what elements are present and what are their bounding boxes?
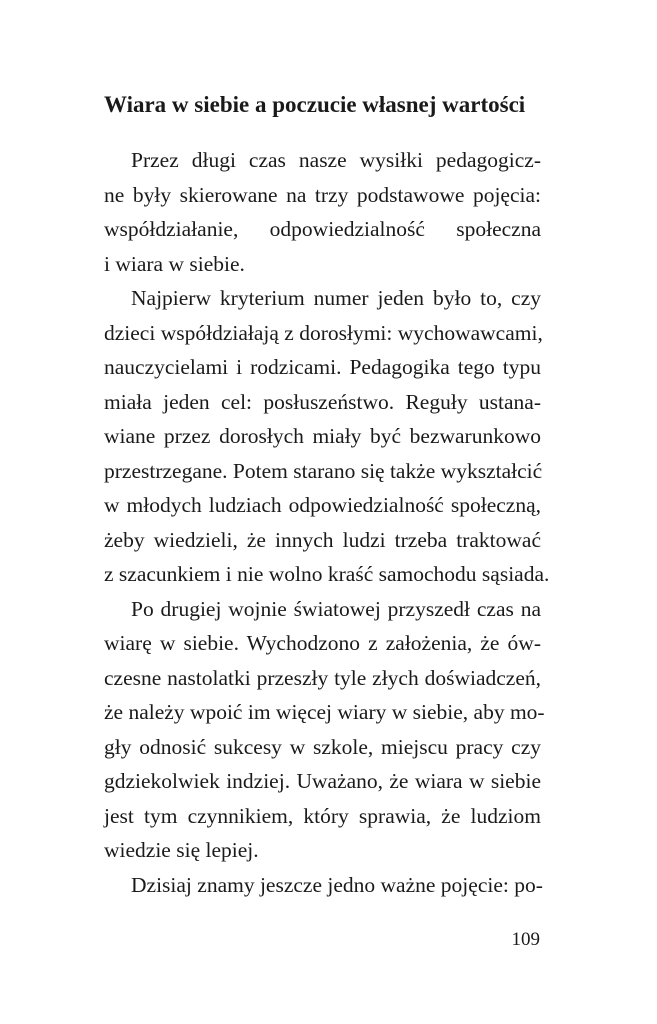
text-line: wiarę w siebie. Wychodzono z założenia, że ów- [104, 631, 541, 655]
text-line: że należy wpoić im więcej wiary w siebie, aby mo- [104, 700, 545, 724]
text-line: gdziekolwiek indziej. Uważano, że wiara w siebie [104, 769, 541, 793]
text-line: Najpierw kryterium numer jeden było to, czy [131, 286, 541, 310]
text-line: w młodych ludziach odpowiedzialność społeczną, [104, 493, 541, 517]
text-line: i wiara w siebie. [104, 251, 245, 276]
body-text [104, 143, 550, 902]
text-line: współdziałanie, odpowiedzialność społeczna [104, 217, 541, 241]
text-line: gły odnosić sukcesy w szkole, miejscu pracy czy [104, 734, 541, 759]
text-line: miała jeden cel: posłuszeństwo. Reguły ustana- [104, 389, 541, 414]
text-line: Przez długi czas nasze wysiłki pedagogicz- [131, 148, 541, 172]
page-number: 109 [511, 929, 540, 950]
text-line: czesne nastolatki przeszły tyle złych doświadczeń, [104, 665, 541, 690]
text-line: wiane przez dorosłych miały być bezwarunkowo [104, 424, 541, 448]
text-line: Po drugiej wojnie światowej przyszedł czas na [131, 596, 541, 621]
text-line: dzieci współdziałają z dorosłymi: wychowawcami, [104, 320, 543, 345]
section-heading: Wiara w siebie a poczucie własnej wartości [104, 92, 526, 117]
text-line: jest tym czynnikiem, który sprawia, że ludziom [104, 803, 541, 828]
text-line: przestrzegane. Potem starano się także wykształcić [104, 458, 543, 483]
text-line: z szacunkiem i nie wolno kraść samochodu sąsiada. [104, 562, 550, 586]
text-line: żeby wiedzieli, że innych ludzi trzeba traktować [104, 527, 541, 552]
text-line: nauczycielami i rodzicami. Pedagogika tego typu [104, 355, 541, 379]
text-line: ne były skierowane na trzy podstawowe pojęcia: [104, 182, 541, 207]
text-line: wiedzie się lepiej. [104, 838, 259, 862]
text-line: Dzisiaj znamy jeszcze jedno ważne pojęcie: po- [131, 872, 543, 897]
